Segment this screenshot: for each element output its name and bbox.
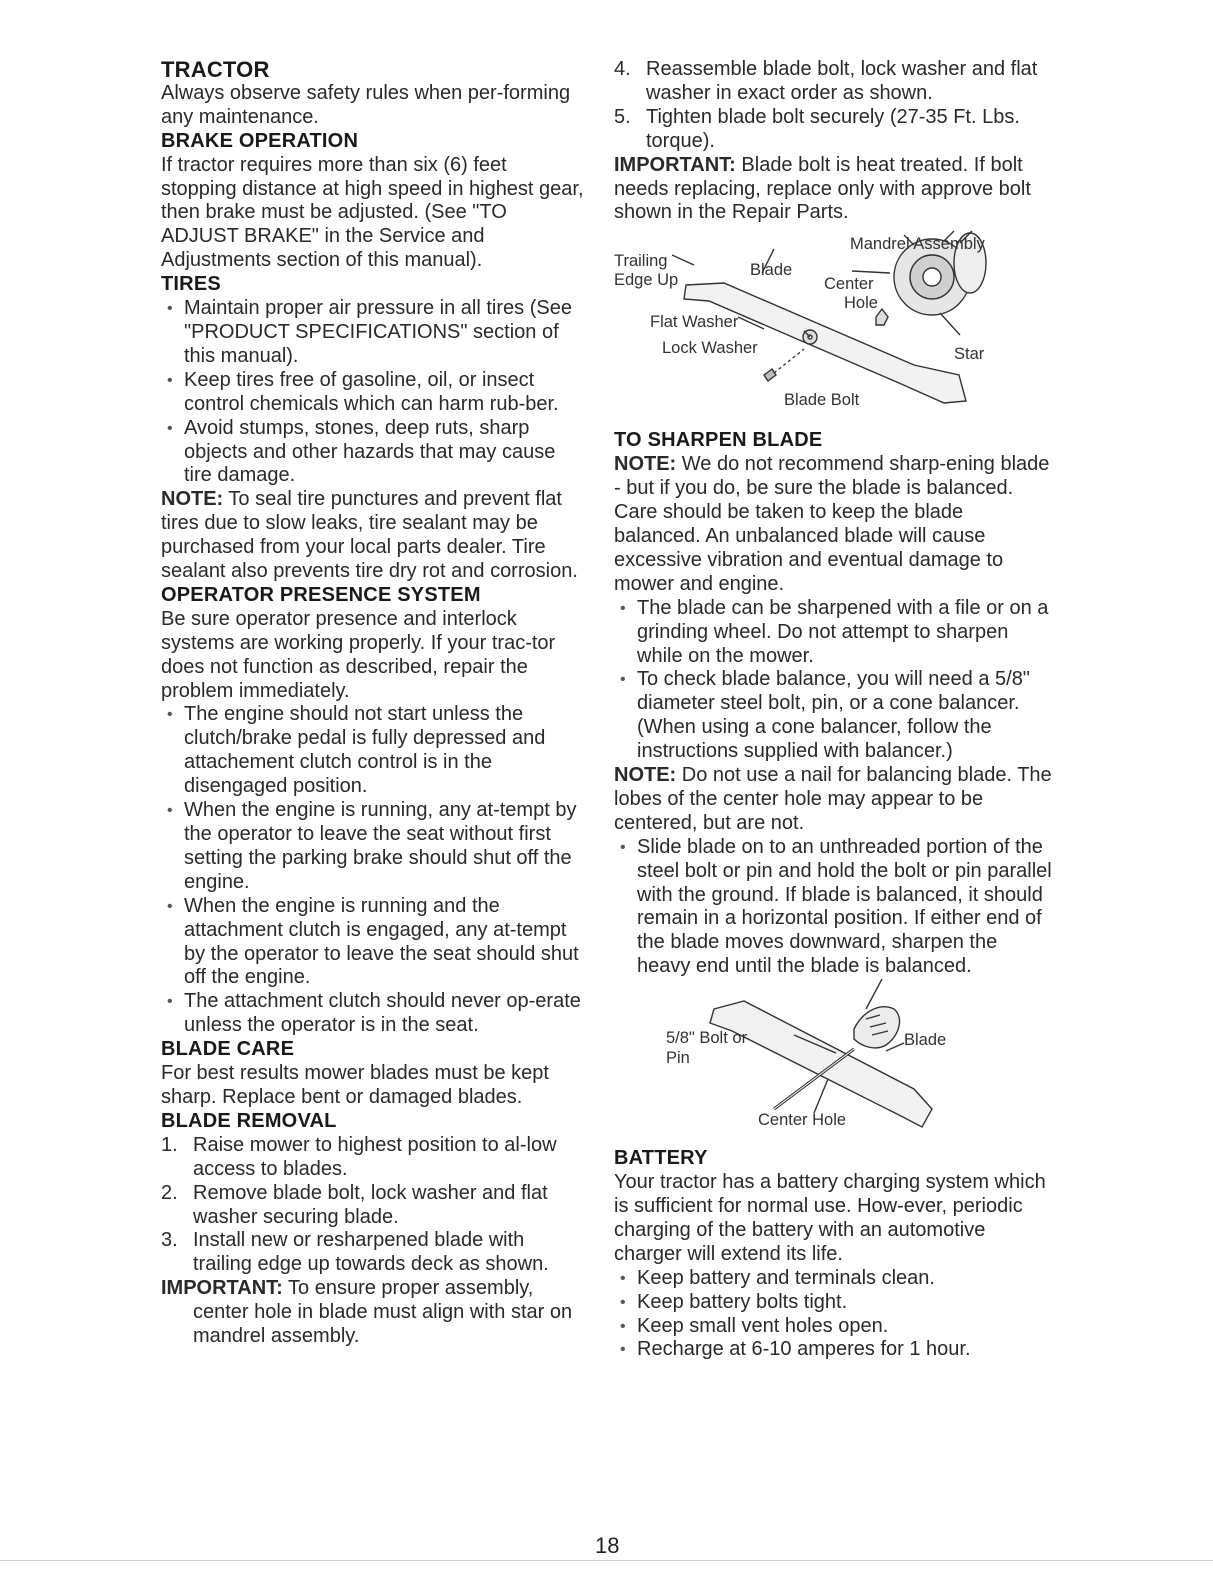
- step-number: 3.: [161, 1229, 178, 1252]
- right-column: [614, 58, 1054, 1362]
- step-text: Reassemble blade bolt, lock washer and flat washer in exact order as shown.: [646, 58, 1038, 104]
- ops-text: Be sure operator presence and interlock systems are working properly. If your trac-tor does not function as described, repair the problem immediately.: [161, 607, 556, 702]
- battery-text: Your tractor has a battery charging system which is sufficient for normal use. How-ever, periodic charging of the battery with an automotive charger will extend its life.: [614, 1171, 1046, 1265]
- step-item: [161, 1229, 586, 1277]
- page-number: 18: [595, 1533, 620, 1558]
- label-lock-washer: Lock Washer: [662, 339, 758, 358]
- blade-removal-heading: BLADE REMOVAL: [161, 1109, 337, 1132]
- step-number: 4.: [614, 58, 631, 80]
- label-star: Star: [954, 345, 985, 364]
- important-text: Blade bolt is heat treated. If bolt needs replacing, replace only with approve bolt shown in the Repair Parts.: [614, 153, 1031, 224]
- brake-text: If tractor requires more than six (6) feet stopping distance at high speed in highest gear, then brake must be adjusted. (See "TO ADJUST BRAKE" in the Service and Adjustments section of this manual).: [161, 153, 584, 272]
- label-blade: Blade: [904, 1031, 947, 1050]
- important-label: IMPORTANT:: [161, 1277, 283, 1300]
- label-hole: Hole: [844, 294, 878, 313]
- sharpen-note: [614, 453, 1054, 501]
- ops-heading: OPERATOR PRESENCE SYSTEM: [161, 583, 481, 606]
- step-item: [614, 106, 1054, 154]
- tires-note: [161, 488, 586, 584]
- list-item: • Maintain proper air pressure in all tires (See "PRODUCT SPECIFICATIONS" section of this manual).: [161, 297, 586, 369]
- list-item: • To check blade balance, you will need a 5/8" diameter steel bolt, pin, or a cone balancer. (When using a cone balancer, follow the instructions supplied with balancer.): [614, 668, 1054, 764]
- list-item: • The attachment clutch should never op-erate unless the operator is in the seat.: [161, 990, 586, 1038]
- list-item: • Keep battery and terminals clean.: [614, 1267, 1054, 1291]
- balance-note: [614, 764, 1054, 836]
- brake-heading: BRAKE OPERATION: [161, 129, 359, 152]
- note-text: To seal tire punctures and prevent flat tires due to slow leaks, tire sealant may be purchased from your local parts dealer. Tire sealant also prevents tire dry rot and corrosion.: [161, 488, 578, 583]
- note-label: NOTE:: [161, 488, 224, 511]
- important-text: To ensure proper assembly,: [288, 1277, 534, 1300]
- label-center-hole: Center Hole: [758, 1111, 847, 1130]
- label-pin: Pin: [666, 1049, 690, 1068]
- step-item: [614, 58, 1054, 106]
- label-flat-washer: Flat Washer: [650, 313, 739, 332]
- left-column: [161, 58, 586, 1349]
- bolt-important: [614, 154, 1054, 226]
- blade-balance-figure: [614, 979, 1054, 1147]
- label-center: Center: [824, 275, 874, 294]
- mandrel-assembly-figure: [614, 225, 1054, 429]
- step-text: Raise mower to highest position to al-low access to blades.: [193, 1133, 557, 1180]
- list-item: • Slide blade on to an unthreaded portion of the steel bolt or pin and hold the bolt or pin parallel with the ground. If blade is balanced, it should remain in a horizontal position. If either end of the blade moves downward, sharpen the heavy end until the blade is balanced.: [614, 836, 1054, 979]
- step-number: 1.: [161, 1133, 178, 1156]
- sharpen-text: Care should be taken to keep the blade balanced. An unbalanced blade will cause excessive vibration and eventual damage to mower and engine.: [614, 501, 1004, 595]
- list-item: • The engine should not start unless the clutch/brake pedal is fully depressed and attachement clutch control is in the disengaged position.: [161, 703, 586, 799]
- label-trailing: Trailing: [614, 252, 668, 271]
- tires-heading: TIRES: [161, 273, 221, 296]
- battery-heading: BATTERY: [614, 1147, 708, 1170]
- list-item: • Keep battery bolts tight.: [614, 1291, 1054, 1315]
- note-label: NOTE:: [614, 764, 677, 787]
- list-item: • The blade can be sharpened with a file or on a grinding wheel. Do not attempt to sharpen while on the mower.: [614, 597, 1054, 669]
- step-number: 2.: [161, 1181, 178, 1204]
- label-bolt: 5/8" Bolt or: [666, 1029, 748, 1048]
- important-continued: center hole in blade must align with star on mandrel assembly.: [193, 1301, 573, 1348]
- list-item: • When the engine is running, any at-tempt by the operator to leave the seat without first setting the parking brake should shut off the engine.: [161, 799, 586, 895]
- step-text: Tighten blade bolt securely (27-35 Ft. Lbs. torque).: [646, 105, 1020, 152]
- step-item: [161, 1134, 586, 1182]
- label-edge-up: Edge Up: [614, 271, 679, 290]
- note-label: NOTE:: [614, 453, 677, 476]
- removal-important: [161, 1277, 586, 1301]
- note-text: Do not use a nail for balancing blade. The lobes of the center hole may appear to be centered, but are not.: [614, 764, 1052, 834]
- list-item: • When the engine is running and the attachment clutch is engaged, any at-tempt by the operator to leave the seat should shut off the engine.: [161, 895, 586, 991]
- step-number: 5.: [614, 105, 631, 128]
- label-blade: Blade: [750, 261, 793, 280]
- label-mandrel-assembly: Mandrel Assembly: [850, 235, 985, 254]
- tractor-text: Always observe safety rules when per-forming any maintenance.: [161, 81, 571, 128]
- step-text: Remove blade bolt, lock washer and flat washer securing blade.: [193, 1181, 548, 1228]
- tractor-heading: TRACTOR: [161, 57, 270, 82]
- list-item: • Avoid stumps, stones, deep ruts, sharp objects and other hazards that may cause tire damage.: [161, 417, 586, 489]
- blade-care-text: For best results mower blades must be kept sharp. Replace bent or damaged blades.: [161, 1062, 549, 1108]
- note-text: We do not recommend sharp-ening blade - but if you do, be sure the blade is balanced.: [614, 453, 1050, 500]
- list-item: • Keep tires free of gasoline, oil, or insect control chemicals which can harm rub-ber.: [161, 369, 586, 417]
- blade-care-heading: BLADE CARE: [161, 1038, 295, 1061]
- step-text: Install new or resharpened blade with trailing edge up towards deck as shown.: [193, 1229, 549, 1276]
- list-item: • Keep small vent holes open.: [614, 1315, 1054, 1339]
- list-item: • Recharge at 6-10 amperes for 1 hour.: [614, 1338, 1054, 1362]
- label-blade-bolt: Blade Bolt: [784, 391, 860, 410]
- step-item: [161, 1182, 586, 1230]
- sharpen-heading: TO SHARPEN BLADE: [614, 429, 823, 452]
- important-label: IMPORTANT:: [614, 153, 736, 176]
- bottom-rule: [0, 1560, 1213, 1561]
